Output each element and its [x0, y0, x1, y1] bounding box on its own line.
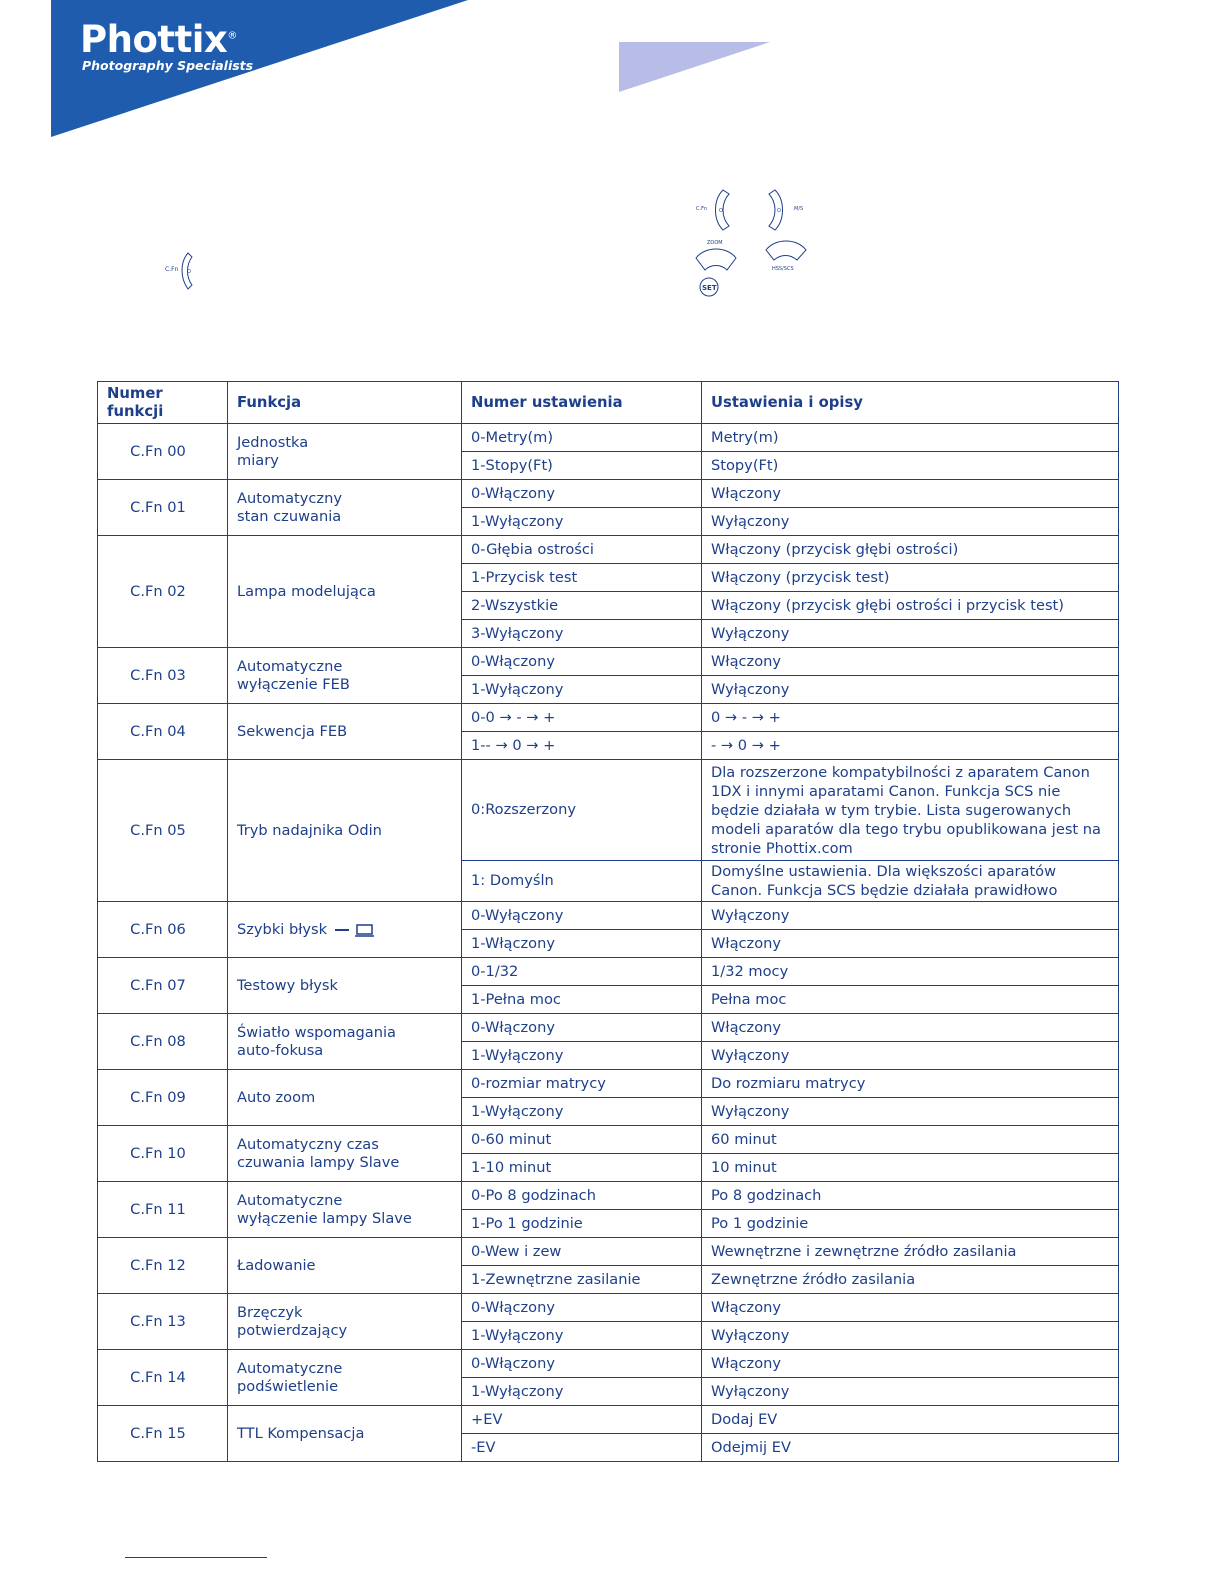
setting-description-cell: Włączony — [702, 1014, 1119, 1042]
setting-number-cell: 0-Metry(m) — [462, 424, 702, 452]
dial-o2-label: O — [777, 208, 781, 214]
setting-description-cell: Wyłączony — [702, 676, 1119, 704]
setting-description-cell: Odejmij EV — [702, 1434, 1119, 1462]
setting-description-cell: Wewnętrzne i zewnętrzne źródło zasilania — [702, 1238, 1119, 1266]
function-name-cell — [228, 424, 462, 480]
setting-description-cell: 60 minut — [702, 1126, 1119, 1154]
setting-number-cell: 0-Włączony — [462, 480, 702, 508]
function-name-line: Tryb nadajnika Odin — [237, 821, 382, 839]
setting-description-cell: Wyłączony — [702, 1042, 1119, 1070]
function-name-line: Ładowanie — [237, 1256, 316, 1274]
function-name-cell — [228, 1070, 462, 1126]
dial-cfn-label: C.Fn — [696, 206, 708, 212]
function-number-cell: C.Fn 04 — [98, 704, 228, 760]
dial-set-label: SET — [702, 284, 717, 292]
brand-tagline: Photography Specialists — [82, 58, 254, 73]
setting-description-cell: Włączony — [702, 930, 1119, 958]
setting-description-cell: Włączony (przycisk test) — [702, 564, 1119, 592]
setting-description-cell: Wyłączony — [702, 1322, 1119, 1350]
table-row — [98, 648, 1119, 676]
setting-number-cell: 1-Wyłączony — [462, 1098, 702, 1126]
table-row — [98, 902, 1119, 930]
dial-left-cfn-label: C.Fn — [165, 266, 179, 273]
table-row — [98, 1126, 1119, 1154]
setting-description-cell: 0 → - → + — [702, 704, 1119, 732]
table-row — [98, 480, 1119, 508]
function-name-line: auto-fokusa — [237, 1041, 324, 1059]
setting-number-cell: 1-Przycisk test — [462, 564, 702, 592]
table-row — [98, 1014, 1119, 1042]
setting-number-cell: 1-10 minut — [462, 1154, 702, 1182]
registered-mark: ® — [227, 30, 237, 42]
setting-number-cell: 3-Wyłączony — [462, 620, 702, 648]
setting-number-cell: 1-Zewnętrzne zasilanie — [462, 1266, 702, 1294]
setting-description-cell: Wyłączony — [702, 1098, 1119, 1126]
setting-number-cell: 0-Włączony — [462, 648, 702, 676]
function-number-cell: C.Fn 00 — [98, 424, 228, 480]
function-name-line: Światło wspomagania — [237, 1023, 396, 1041]
custom-functions-table — [97, 381, 1119, 1462]
function-name-line: Brzęczyk — [237, 1303, 303, 1321]
function-name-line: Auto zoom — [237, 1088, 316, 1106]
function-name-line: Sekwencja FEB — [237, 722, 348, 740]
setting-number-cell: -EV — [462, 1434, 702, 1462]
table-row — [98, 1294, 1119, 1322]
setting-description-cell: 10 minut — [702, 1154, 1119, 1182]
function-number-cell: C.Fn 01 — [98, 480, 228, 536]
table-row — [98, 760, 1119, 861]
setting-description-cell: Pełna moc — [702, 986, 1119, 1014]
table-row — [98, 1406, 1119, 1434]
setting-number-cell: 0-60 minut — [462, 1126, 702, 1154]
header-function-number: Numer funkcji — [98, 382, 228, 424]
table-row — [98, 958, 1119, 986]
setting-number-cell: 2-Wszystkie — [462, 592, 702, 620]
function-number-cell: C.Fn 12 — [98, 1238, 228, 1294]
setting-number-cell: 0-rozmiar matrycy — [462, 1070, 702, 1098]
function-number-cell: C.Fn 07 — [98, 958, 228, 1014]
setting-description-cell: Stopy(Ft) — [702, 452, 1119, 480]
setting-number-cell: 1-Wyłączony — [462, 508, 702, 536]
dial-left-o-label: O — [187, 269, 191, 275]
function-name-cell — [228, 1014, 462, 1070]
setting-number-cell: 0-Włączony — [462, 1014, 702, 1042]
function-name-line: Automatyczne — [237, 657, 343, 675]
table-row — [98, 424, 1119, 452]
setting-number-cell: 0-0 → - → + — [462, 704, 702, 732]
setting-number-cell: 0-Wyłączony — [462, 902, 702, 930]
function-name-line: Automatyczne — [237, 1191, 343, 1209]
function-name-line: podświetlenie — [237, 1377, 339, 1395]
table-body — [98, 424, 1119, 1462]
function-number-cell: C.Fn 14 — [98, 1350, 228, 1406]
header-setting-number: Numer ustawienia — [462, 382, 702, 424]
setting-description-cell: Włączony — [702, 1350, 1119, 1378]
function-name-line: czuwania lampy Slave — [237, 1153, 400, 1171]
setting-description-cell: Włączony (przycisk głębi ostrości i przycisk test) — [702, 592, 1119, 620]
function-name-line: Testowy błysk — [237, 976, 338, 994]
setting-number-cell: 0-Włączony — [462, 1350, 702, 1378]
function-number-cell: C.Fn 09 — [98, 1070, 228, 1126]
function-name-cell — [228, 1350, 462, 1406]
setting-description-cell: Włączony (przycisk głębi ostrości) — [702, 536, 1119, 564]
dial-o-label: O — [719, 208, 723, 214]
setting-number-cell: 1-- → 0 → + — [462, 732, 702, 760]
setting-description-cell: Dla rozszerzone kompatybilności z aparatem Canon 1DX i innymi aparatami Canon. Funkcja SCS nie będzie działała w tym trybie. Lista sugerowanych modeli aparatów dla tego trybu opublikowana jest na stronie Phottix.com — [702, 760, 1119, 861]
function-name-cell — [228, 1238, 462, 1294]
setting-description-cell: Włączony — [702, 1294, 1119, 1322]
setting-number-cell: 1-Stopy(Ft) — [462, 452, 702, 480]
setting-number-cell: 0-1/32 — [462, 958, 702, 986]
table-row — [98, 704, 1119, 732]
setting-number-cell: 1-Wyłączony — [462, 1378, 702, 1406]
function-name-line: Lampa modelująca — [237, 582, 376, 600]
function-name-cell — [228, 1126, 462, 1182]
accent-triangle — [0, 0, 800, 100]
setting-description-cell: Włączony — [702, 480, 1119, 508]
setting-description-cell: Do rozmiaru matrycy — [702, 1070, 1119, 1098]
function-name-cell — [228, 480, 462, 536]
function-name-cell — [228, 704, 462, 760]
setting-description-cell: Metry(m) — [702, 424, 1119, 452]
function-name-line: potwierdzający — [237, 1321, 348, 1339]
table-row — [98, 1182, 1119, 1210]
function-name-line: Jednostka — [237, 433, 309, 451]
setting-description-cell: Włączony — [702, 648, 1119, 676]
setting-description-cell: 1/32 mocy — [702, 958, 1119, 986]
function-name-line: Automatyczne — [237, 1359, 343, 1377]
setting-description-cell: Dodaj EV — [702, 1406, 1119, 1434]
function-number-cell: C.Fn 02 — [98, 536, 228, 648]
header-settings-descriptions: Ustawienia i opisy — [702, 382, 1119, 424]
setting-number-cell: 1-Wyłączony — [462, 1042, 702, 1070]
function-name-cell — [228, 958, 462, 1014]
function-name-line: Szybki błysk — [237, 920, 328, 938]
header-function: Funkcja — [228, 382, 462, 424]
setting-number-cell: 1-Włączony — [462, 930, 702, 958]
table-row — [98, 1350, 1119, 1378]
dial-ms-label: M/S — [794, 206, 804, 212]
function-name-cell — [228, 902, 462, 958]
setting-description-cell: Domyślne ustawienia. Dla większości aparatów Canon. Funkcja SCS będzie działała prawidłowo — [702, 861, 1119, 902]
setting-description-cell: Wyłączony — [702, 620, 1119, 648]
dial-left-icon — [162, 250, 210, 292]
setting-number-cell: 0:Rozszerzony — [462, 760, 702, 861]
function-number-cell: C.Fn 13 — [98, 1294, 228, 1350]
setting-number-cell: 0-Włączony — [462, 1294, 702, 1322]
function-name-cell — [228, 648, 462, 704]
function-name-line: wyłączenie FEB — [237, 675, 350, 693]
table-row — [98, 536, 1119, 564]
function-number-cell: C.Fn 08 — [98, 1014, 228, 1070]
setting-number-cell: 0-Po 8 godzinach — [462, 1182, 702, 1210]
function-name-cell — [228, 1406, 462, 1462]
setting-description-cell: Po 1 godzinie — [702, 1210, 1119, 1238]
function-name-line: wyłączenie lampy Slave — [237, 1209, 412, 1227]
table-header-row — [98, 382, 1119, 424]
function-name-line: miary — [237, 451, 279, 469]
setting-description-cell: Wyłączony — [702, 902, 1119, 930]
setting-number-cell: 1-Wyłączony — [462, 676, 702, 704]
table-row — [98, 1070, 1119, 1098]
function-number-cell: C.Fn 05 — [98, 760, 228, 902]
dial-controls-icon — [693, 188, 823, 300]
function-number-cell: C.Fn 03 — [98, 648, 228, 704]
function-number-cell: C.Fn 10 — [98, 1126, 228, 1182]
brand-name: Phottix — [80, 18, 228, 61]
setting-description-cell: Po 8 godzinach — [702, 1182, 1119, 1210]
setting-number-cell: +EV — [462, 1406, 702, 1434]
footer-rule — [125, 1557, 267, 1558]
function-name-line: stan czuwania — [237, 507, 342, 525]
function-name-line: TTL Kompensacja — [237, 1424, 365, 1442]
setting-number-cell: 0-Głębia ostrości — [462, 536, 702, 564]
function-name-line: Automatyczny — [237, 489, 342, 507]
function-number-cell: C.Fn 06 — [98, 902, 228, 958]
setting-number-cell: 1-Po 1 godzinie — [462, 1210, 702, 1238]
setting-number-cell: 1: Domyśln — [462, 861, 702, 902]
function-name-line: Automatyczny czas — [237, 1135, 379, 1153]
dial-hss-label: HSS/SCS — [772, 266, 794, 272]
setting-description-cell: Wyłączony — [702, 1378, 1119, 1406]
quick-flash-icon — [333, 922, 379, 938]
setting-description-cell: Wyłączony — [702, 508, 1119, 536]
dial-zoom-label: ZOOM — [707, 240, 723, 246]
function-number-cell: C.Fn 15 — [98, 1406, 228, 1462]
table-row — [98, 1238, 1119, 1266]
function-name-cell — [228, 536, 462, 648]
setting-number-cell: 1-Pełna moc — [462, 986, 702, 1014]
function-name-cell — [228, 1294, 462, 1350]
setting-description-cell: Zewnętrzne źródło zasilania — [702, 1266, 1119, 1294]
setting-number-cell: 1-Wyłączony — [462, 1322, 702, 1350]
function-number-cell: C.Fn 11 — [98, 1182, 228, 1238]
setting-description-cell: - → 0 → + — [702, 732, 1119, 760]
function-name-cell — [228, 760, 462, 902]
function-name-cell — [228, 1182, 462, 1238]
setting-number-cell: 0-Wew i zew — [462, 1238, 702, 1266]
